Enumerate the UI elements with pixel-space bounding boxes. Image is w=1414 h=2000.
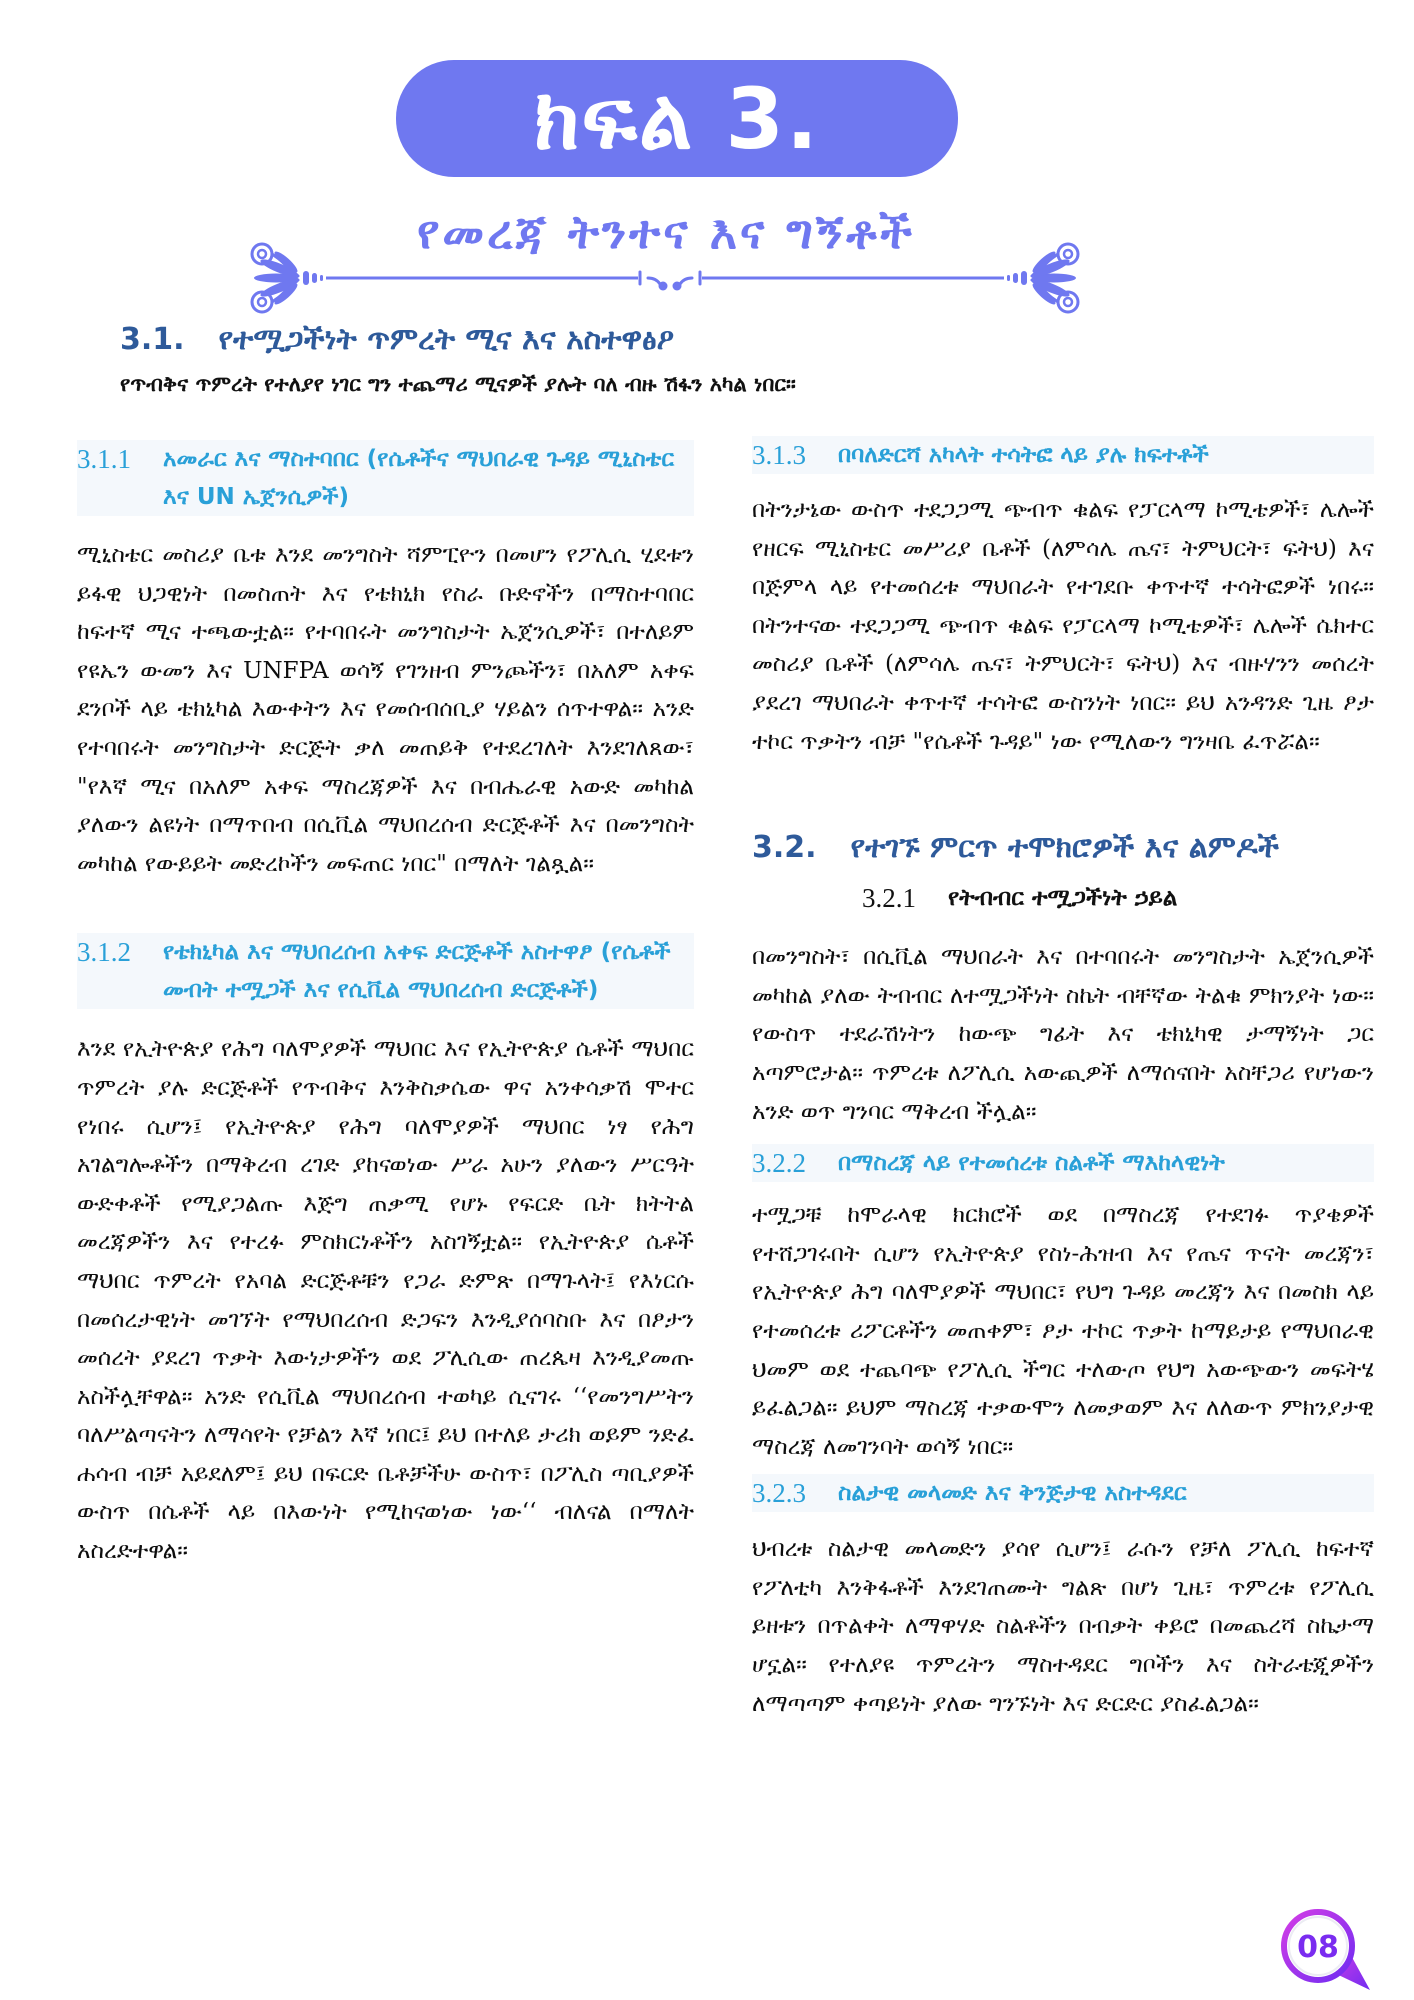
subsection-number: 3.1.2: [77, 937, 131, 968]
divider-center-ornament-icon: [640, 272, 700, 291]
subsection-title: የቴክኒካል እና ማህበረሰብ አቀፍ ድርጅቶች አስተዋፆ (የሴቶች መብት ተሟጋች እና የሲቪል ማህበረሰብ ድርጅቶች): [163, 939, 671, 1004]
section-title: የተሟጋችነት ጥምረት ሚና እና አስተዋፅዖ: [218, 322, 675, 357]
subsection-title: በባለድርሻ አካላት ተሳትፎ ላይ ያሉ ክፍተቶች: [838, 442, 1209, 468]
subsection-heading-3-1-2: [77, 933, 694, 1009]
ornamental-divider: [0, 230, 1414, 320]
subsection-heading-3-2-3: [752, 1474, 1374, 1512]
paragraph-3-2-2: ተሟጋቹ ከሞራላዊ ክርክሮች ወደ በማስረጃ የተደገፉ ጥያቄዎች የተሸጋገሩበት ሲሆን የኢትዮጵያ የስነ-ሕዝብ እና የጤና ጥናት መረጃን፣ የኢትዮጵያ ሕግ ባለሞያዎች ማህበር፣ የህግ ጉዳይ መረጃን እና በመስክ ላይ የተመሰረቱ ሪፖርቶችን መጠቀም፣ ፆታ ተኮር ጥቃት ከማይታይ የማህበራዊ ህመም ወደ ተጨባጭ የፖሊሲ ችግር ተለውጦ የህግ አውጭውን መፍትሄ ይፈልጋል። ይህም ማስረጃ ተቃውሞን ለመቃወም እና ለለውጥ ምክንያታዊ ማስረጃ ለመገንባት ወሳኝ ነበር።: [752, 1202, 1374, 1460]
section-heading-3-2: [752, 828, 1374, 868]
paragraph-3-1-1: ሚኒስቴር መስሪያ ቤቱ እንደ መንግስት ሻምፒዮን በመሆን የፖሊሲ ሂደቱን ይፋዊ ህጋዊነት በመስጠት እና የቴክኒክ የስራ ቡድኖችን በማስተባበር ከፍተኛ ሚና ተጫውቷል። የተባበሩት መንግስታት ኤጀንሲዎች፣ በተለይም የዩኤን ውመን እና UNFPA ወሳኝ የገንዘብ ምንጮችን፣ በአለም አቀፍ ደንቦች ላይ ቴክኒካል እውቀትን እና የመሰብሰቢያ ሃይልን ሰጥተዋል። አንድ የተባበሩት መንግስታት ድርጅት ቃለ መጠይቅ የተደረገለት እንደገለጸው፣ "የእኛ ሚና በአለም አቀፍ ማስረጃዎች እና በብሔራዊ አውድ መካከል ያለውን ልዩነት በማጥበብ በሲቪል ማህበረሰብ ድርጅቶች እና በመንግስት መካከል የውይይት መድረኮችን መፍጠር ነበር" በማለት ገልጿል።: [77, 542, 694, 877]
paragraph-3-2-3: ህብረቱ ስልታዊ መላመድን ያሳየ ሲሆን፤ ራሱን የቻለ ፖሊሲ ከፍተኛ የፖለቲካ እንቅፋቶች እንደገጠሙት ግልጽ በሆነ ጊዜ፣ ጥምረቱ የፖሊሲ ይዘቱን በጥልቀት ለማዋሃድ ስልቶችን በብቃት ቀይሮ በመጨረሻ ስኬታማ ሆኗል። የተለያዩ ጥምረትን ማስተዳደር ግቦችን እና ስትራቴጂዎችን ለማጣጣም ቀጣይነት ያለው ግንኙነት እና ድርድር ያስፈልጋል።: [752, 1536, 1374, 1717]
subsection-title: የትብብር ተሟጋችነት ኃይል: [948, 885, 1178, 912]
flourish-left-icon: [252, 244, 323, 312]
flourish-right-icon: [1007, 244, 1078, 312]
page-number: 08: [1297, 1930, 1339, 1965]
section-number: 3.2.: [752, 830, 817, 866]
right-column: [752, 436, 1374, 1723]
paragraph-3-1-2: እንደ የኢትዮጵያ የሕግ ባለሞያዎች ማህበር እና የኢትዮጵያ ሴቶች ማህበር ጥምረት ያሉ ድርጅቶች የጥብቅና እንቅስቃሴው ዋና አንቀሳቃሽ ሞተር የነበሩ ሲሆን፤ የኢትዮጵያ የሕግ ባለሞያዎች ማህበር ነፃ የሕግ አገልግሎቶችን በማቅረብ ረገድ ያከናወነው ሥራ አሁን ያለውን ሥርዓት ውድቀቶች የሚያጋልጡ እጅግ ጠቃሚ የሆኑ የፍርድ ቤት ክትትል መረጃዎችን እና የተረፉ ምስክርነቶችን አስገኝቷል። የኢትዮጵያ ሴቶች ማህበር ጥምረት የአባል ድርጅቶቹን የጋራ ድምጽ በማጉላት፤ የእነርሱ በመሰረታዊነት መገኘት የማህበረሰብ ድጋፍን እንዲያሰባስቡ እና በፆታን መሰረት ያደረገ ጥቃት እውነታዎችን ወደ ፖሊሲው ጠረጴዛ እንዲያመጡ አስችሏቸዋል። አንድ የሲቪል ማህበረሰብ ተወካይ ሲናገሩ ‘‘የመንግሥትን ባለሥልጣናትን ለማሳየት የቻልን እኛ ነበር፤ ይህ በተለይ ታሪክ ወይም ንድፈ ሐሳብ ብቻ አይደለም፤ ይህ በፍርድ ቤቶቻችሁ ውስጥ፣ በፖሊስ ጣቢያዎች ውስጥ በሴቶች ላይ በእውነት የሚከናወነው ነው‘‘ ብለናል በማለት አስረድተዋል።: [77, 1036, 695, 1565]
subsection-number: 3.2.2: [752, 1148, 806, 1179]
left-column: [77, 440, 694, 1571]
section-heading-3-1: [120, 320, 674, 360]
subsection-heading-3-1-1: [77, 440, 694, 516]
section-intro: የጥብቅና ጥምረት የተለያየ ነገር ግን ተጨማሪ ሚናዎች ያሉት ባለ ብዙ ሽፋን አካል ነበር።: [120, 371, 796, 396]
paragraph-3-2-1: በመንግስት፣ በሲቪል ማህበራት እና በተባበሩት መንግስታት ኤጀንሲዎች መካከል ያለው ትብብር ለተሟጋችነት ስኬት ብቸኛው ትልቁ ምክንያት ነው። የውስጥ ተደራሽነትን ከውጭ ግፊት እና ቴክኒካዊ ታማኝነት ጋር አጣምሮታል። ጥምረቱ ለፖሊሲ አውጪዎች ለማሰናበት አስቸጋሪ የሆነውን አንድ ወጥ ግንባር ማቅረብ ችሏል።: [752, 944, 1374, 1125]
subsection-heading-3-2-1: [862, 879, 1374, 917]
paragraph-3-1-3: በትንታኔው ውስጥ ተደጋጋሚ ጭብጥ ቁልፍ የፓርላማ ኮሚቴዎች፣ ሌሎች የዘርፍ ሚኒስቴር መሥሪያ ቤቶች (ለምሳሌ ጤና፣ ትምህርት፣ ፍትህ) እና በጅምላ ላይ የተመሰረቱ ማህበራት የተገደቡ ቀጥተኛ ተሳትፎዎች ነበሩ። በትንተናው ተደጋጋሚ ጭብጥ ቁልፍ የፓርላማ ኮሚቴዎች፣ ሌሎች ሴክተር መስሪያ ቤቶች (ለምሳሌ ጤና፣ ትምህርት፣ ፍትህ) እና ብዙሃንን መሰረት ያደረገ ማህበራት ቀጥተኛ ተሳትፎ ውስንነት ነበር። ይህ አንዳንድ ጊዜ ፆታ ተኮር ጥቃትን ብቻ "የሴቶች ጉዳይ" ነው የሚለውን ግንዛቤ ፈጥሯል።: [752, 497, 1374, 755]
chapter-title: የመረጃ ትንተና እና ግኝቶች: [416, 205, 916, 259]
subsection-number: 3.1.1: [77, 444, 131, 474]
subsection-number: 3.2.3: [752, 1478, 806, 1509]
subsection-title: በማስረጃ ላይ የተመሰረቱ ስልቶች ማእከላዊነት: [838, 1150, 1225, 1177]
chapter-label-pill: [396, 60, 958, 177]
subsection-title: ስልታዊ መላመድ እና ቅንጅታዊ አስተዳደር: [838, 1480, 1187, 1507]
subsection-number: 3.1.3: [752, 440, 806, 470]
subsection-heading-3-1-3: [752, 436, 1374, 474]
section-title: የተገኙ ምርጥ ተሞክሮዎች እና ልምዶች: [850, 830, 1279, 866]
page-number-badge: [1268, 1898, 1380, 1998]
section-number: 3.1.: [120, 322, 185, 357]
subsection-number: 3.2.1: [862, 883, 916, 914]
subsection-heading-3-2-2: [752, 1144, 1374, 1182]
chapter-label: ክፍል 3.: [534, 69, 820, 168]
subsection-title: አመራር እና ማስተባበር (የሴቶችና ማህበራዊ ጉዳይ ሚኒስቴር እና UN ኤጀንሲዎች): [163, 446, 675, 510]
